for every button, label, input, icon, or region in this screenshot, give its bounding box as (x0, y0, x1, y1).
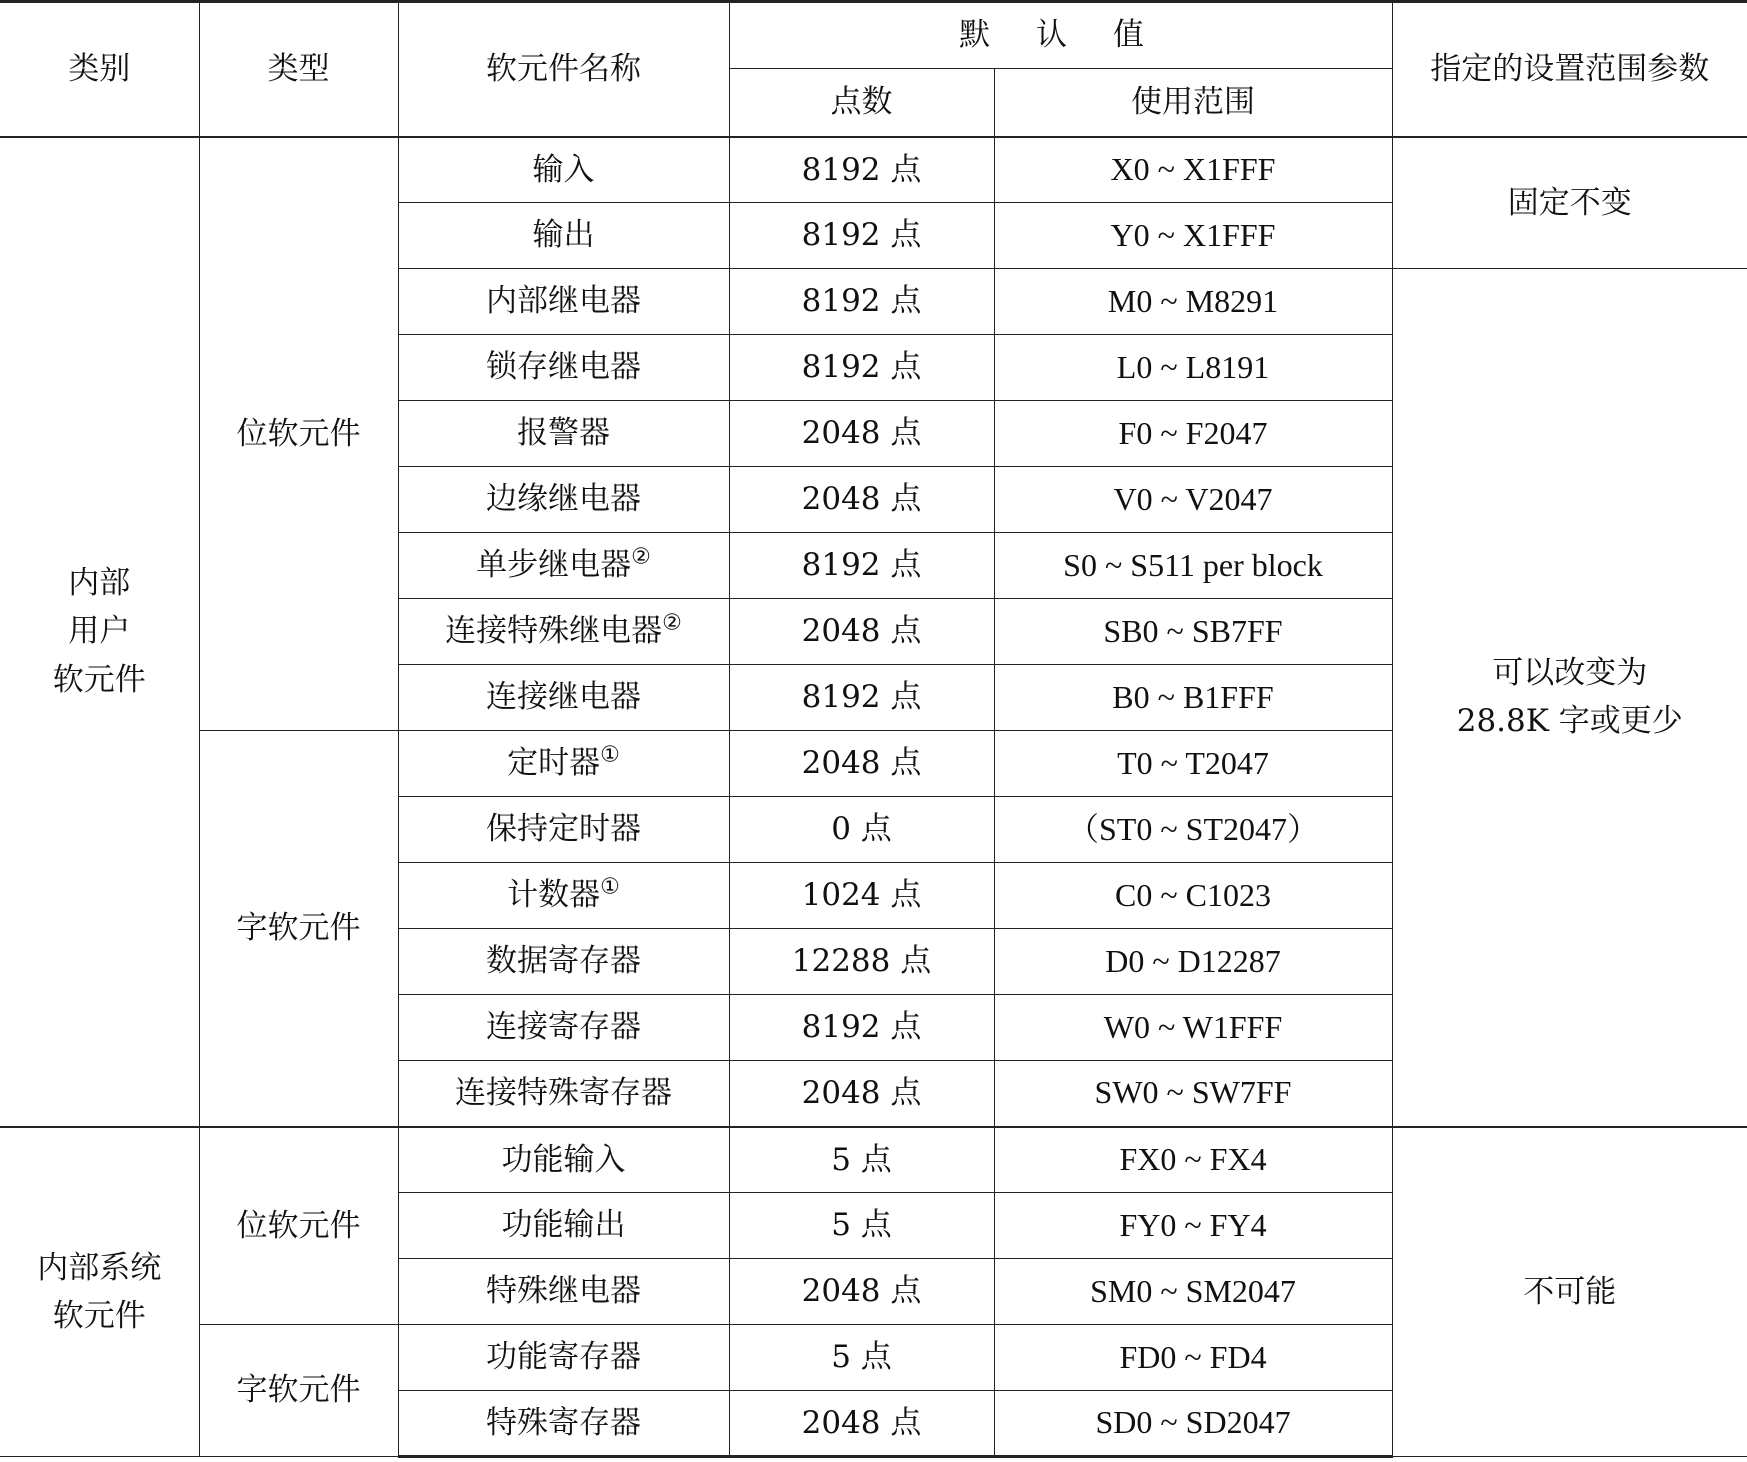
device-points: 8192 点 (729, 533, 994, 599)
device-points: 8192 点 (729, 995, 994, 1061)
device-range: S0 ~ S511 per block (994, 533, 1392, 599)
group-internal-system: 内部系统 软元件 (0, 1127, 199, 1457)
type-bit-device: 位软元件 (199, 1127, 398, 1325)
device-points: 2048 点 (729, 1391, 994, 1457)
device-points: 2048 点 (729, 1061, 994, 1127)
device-name (398, 467, 729, 533)
type-bit-device: 位软元件 (199, 137, 398, 731)
header-range: 使用范围 (994, 69, 1392, 137)
device-name-text: 报警器 (517, 415, 610, 452)
device-points: 8192 点 (729, 335, 994, 401)
device-range: Y0 ~ X1FFF (994, 203, 1392, 269)
device-name (398, 137, 729, 203)
setting-fixed: 固定不变 (1392, 137, 1747, 269)
device-points: 0 点 (729, 797, 994, 863)
footnote-mark: ② (662, 611, 682, 637)
device-points: 2048 点 (729, 731, 994, 797)
device-name-text: 计数器 (507, 877, 601, 914)
device-points: 8192 点 (729, 203, 994, 269)
device-name (398, 1391, 729, 1457)
device-name-text: 连接继电器 (486, 679, 641, 716)
device-range: V0 ~ V2047 (994, 467, 1392, 533)
device-range: （ST0 ~ ST2047） (994, 797, 1392, 863)
device-name (398, 1259, 729, 1325)
header-device-name: 软元件名称 (398, 2, 729, 137)
device-range: FD0 ~ FD4 (994, 1325, 1392, 1391)
device-name (398, 731, 729, 797)
setting-not-possible: 不可能 (1392, 1127, 1747, 1457)
header-type: 类型 (199, 2, 398, 137)
device-name-text: 数据寄存器 (486, 943, 641, 980)
device-range: W0 ~ W1FFF (994, 995, 1392, 1061)
device-name-text: 连接特殊寄存器 (455, 1075, 672, 1112)
device-name (398, 665, 729, 731)
device-name (398, 203, 729, 269)
device-name (398, 929, 729, 995)
device-name-text: 功能输入 (501, 1141, 626, 1178)
device-range: FY0 ~ FY4 (994, 1193, 1392, 1259)
device-name-text: 特殊继电器 (486, 1273, 641, 1310)
device-name (398, 995, 729, 1061)
device-name-text: 功能寄存器 (486, 1339, 641, 1376)
device-points: 2048 点 (729, 599, 994, 665)
device-points: 1024 点 (729, 863, 994, 929)
device-range: SW0 ~ SW7FF (994, 1061, 1392, 1127)
type-word-device: 字软元件 (199, 731, 398, 1127)
device-name-text: 连接特殊继电器 (445, 613, 663, 650)
footnote-mark: ② (631, 545, 651, 571)
device-range: M0 ~ M8291 (994, 269, 1392, 335)
device-name-text: 保持定时器 (486, 811, 641, 848)
device-points: 2048 点 (729, 1259, 994, 1325)
device-points: 5 点 (729, 1325, 994, 1391)
device-points: 5 点 (729, 1193, 994, 1259)
header-points: 点数 (729, 69, 994, 137)
device-range: T0 ~ T2047 (994, 731, 1392, 797)
footnote-mark: ① (600, 743, 620, 769)
device-name-text: 边缘继电器 (486, 481, 641, 518)
device-name-text: 单步继电器 (476, 547, 632, 584)
device-points: 8192 点 (729, 269, 994, 335)
device-name (398, 1061, 729, 1127)
device-name (398, 863, 729, 929)
setting-changeable: 可以改变为 28.8K 字或更少 (1392, 269, 1747, 1127)
device-name (398, 1127, 729, 1193)
header-settable-range: 指定的设置范围参数 (1392, 2, 1747, 137)
device-name-text: 功能输出 (501, 1207, 626, 1244)
device-range: X0 ~ X1FFF (994, 137, 1392, 203)
device-range: FX0 ~ FX4 (994, 1127, 1392, 1193)
device-name (398, 335, 729, 401)
device-name (398, 1325, 729, 1391)
device-name (398, 401, 729, 467)
device-range: B0 ~ B1FFF (994, 665, 1392, 731)
device-name (398, 269, 729, 335)
device-name-text: 输入 (532, 151, 595, 188)
device-points: 5 点 (729, 1127, 994, 1193)
device-name (398, 1193, 729, 1259)
device-points: 12288 点 (729, 929, 994, 995)
device-range: SM0 ~ SM2047 (994, 1259, 1392, 1325)
device-range: SB0 ~ SB7FF (994, 599, 1392, 665)
device-name-text: 定时器 (507, 745, 601, 782)
device-points: 2048 点 (729, 467, 994, 533)
device-name (398, 797, 729, 863)
footnote-mark: ① (600, 875, 620, 901)
device-name-text: 连接寄存器 (486, 1009, 641, 1046)
device-name (398, 533, 729, 599)
device-range: C0 ~ C1023 (994, 863, 1392, 929)
device-name-text: 输出 (532, 217, 595, 254)
device-name-text: 内部继电器 (486, 283, 641, 320)
device-range: SD0 ~ SD2047 (994, 1391, 1392, 1457)
type-word-device: 字软元件 (199, 1325, 398, 1457)
group-internal-user: 内部 用户 软元件 (0, 137, 199, 1127)
device-range: F0 ~ F2047 (994, 401, 1392, 467)
device-name (398, 599, 729, 665)
device-range: L0 ~ L8191 (994, 335, 1392, 401)
device-range: D0 ~ D12287 (994, 929, 1392, 995)
header-default-value: 默 认 值 (729, 2, 1392, 69)
device-name-text: 锁存继电器 (486, 349, 641, 386)
device-points: 2048 点 (729, 401, 994, 467)
device-name-text: 特殊寄存器 (486, 1404, 641, 1441)
device-points: 8192 点 (729, 137, 994, 203)
header-category: 类别 (0, 2, 199, 137)
device-points: 8192 点 (729, 665, 994, 731)
